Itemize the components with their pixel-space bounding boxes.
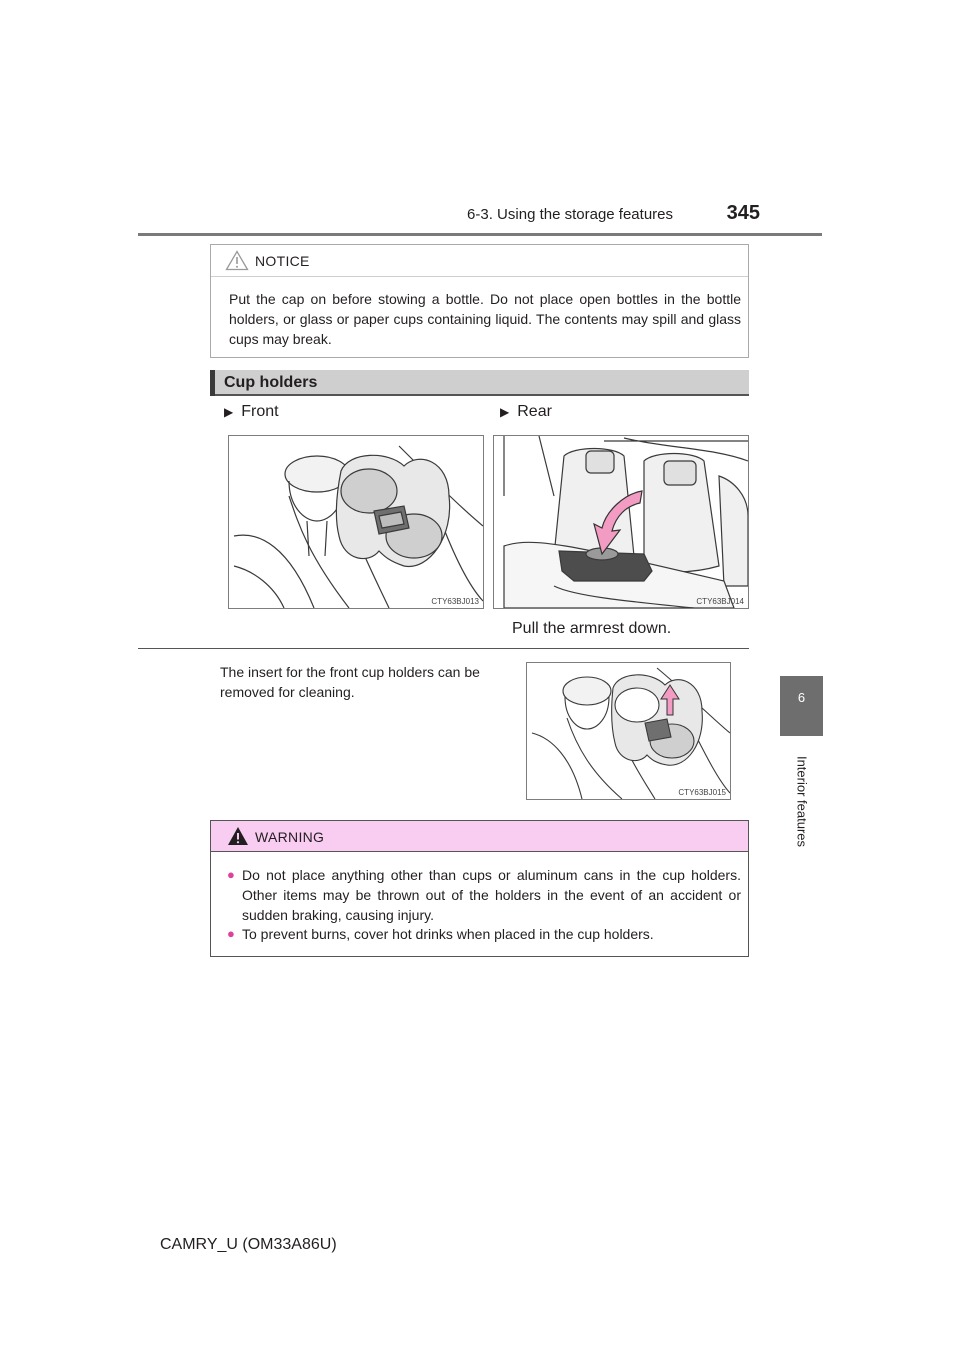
notice-title: NOTICE xyxy=(255,253,310,269)
rear-figure-code: CTY63BJ014 xyxy=(696,597,744,606)
triangle-bullet-icon: ▶ xyxy=(500,405,510,419)
notice-text: Put the cap on before stowing a bottle. Do not place open bottles in the bottle holders, or glass or paper cups containing liquid. The contents may spill and glass cups may break. xyxy=(229,291,741,347)
section-title: Cup holders xyxy=(224,374,318,391)
warning-item-text: To prevent burns, cover hot drinks when placed in the cup holders. xyxy=(242,926,654,942)
front-label xyxy=(224,403,279,421)
warning-item xyxy=(227,865,741,925)
warning-item xyxy=(227,924,741,944)
circle-bullet-icon: ● xyxy=(227,926,235,941)
notice-header xyxy=(211,245,748,277)
rear-armrest-figure xyxy=(493,435,749,609)
section-heading-bar xyxy=(210,370,749,396)
rear-caption: Pull the armrest down. xyxy=(512,620,672,637)
section-bar-accent xyxy=(210,370,215,396)
front-cup-holder-figure xyxy=(228,435,484,609)
insert-figure-code: CTY63BJ015 xyxy=(678,788,726,797)
rear-armrest-illustration xyxy=(494,436,748,608)
header-rule xyxy=(138,233,822,236)
page-number: 345 xyxy=(726,202,760,224)
section-divider xyxy=(138,648,749,649)
chapter-tab xyxy=(780,676,823,736)
warning-title: WARNING xyxy=(255,829,325,845)
insert-removal-illustration xyxy=(527,663,730,799)
triangle-bullet-icon: ▶ xyxy=(224,405,234,419)
insert-removal-figure xyxy=(526,662,731,800)
caution-triangle-icon xyxy=(225,250,249,271)
front-figure-code: CTY63BJ013 xyxy=(431,597,479,606)
circle-bullet-icon: ● xyxy=(227,867,235,882)
warning-header xyxy=(211,821,748,852)
rear-label-text: Rear xyxy=(517,403,552,420)
front-cup-holder-illustration xyxy=(229,436,483,608)
warning-item-text: Do not place anything other than cups or aluminum cans in the cup holders. Other items may be thrown out of the holders in the event of an accident or sudden braking, causing injury. xyxy=(242,867,741,923)
rear-label xyxy=(500,403,552,421)
notice-box xyxy=(210,244,749,358)
footer-model-code: CAMRY_U (OM33A86U) xyxy=(160,1236,337,1253)
chapter-side-label: Interior features xyxy=(794,755,810,848)
running-header-section: 6-3. Using the storage features xyxy=(467,206,673,223)
chapter-tab-number: 6 xyxy=(797,690,806,705)
warning-triangle-icon xyxy=(227,826,249,846)
front-label-text: Front xyxy=(241,403,279,420)
insert-removal-text: The insert for the front cup holders can be removed for cleaning. xyxy=(220,664,480,700)
warning-box xyxy=(210,820,749,957)
